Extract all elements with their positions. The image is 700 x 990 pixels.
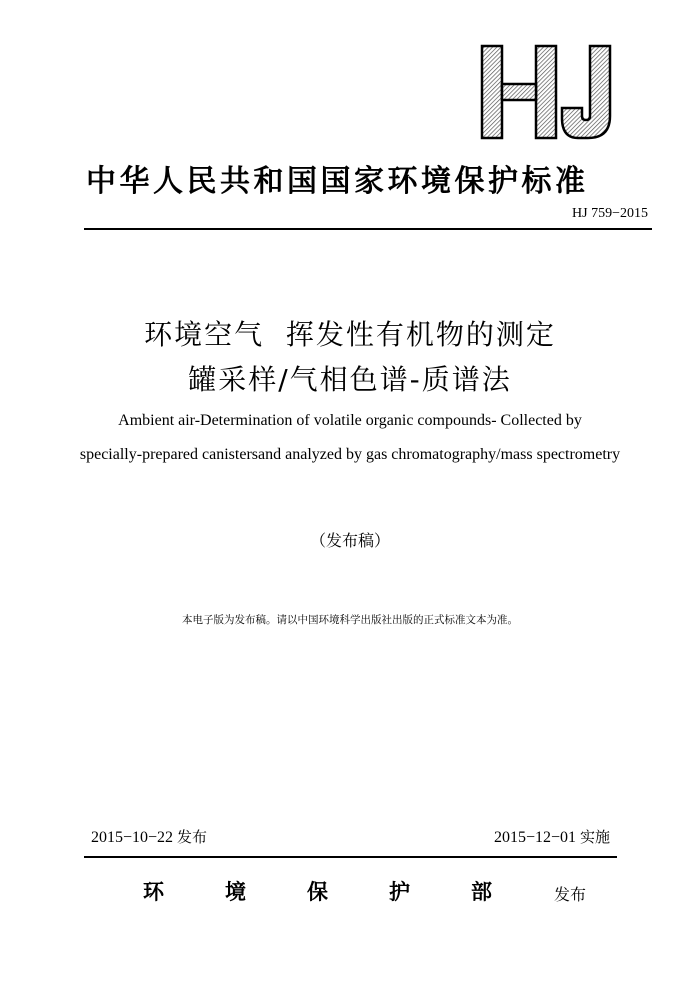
logo-letter-j <box>562 46 610 138</box>
publisher-char: 保 <box>307 880 328 904</box>
issue-date <box>91 826 207 847</box>
issue-date-value: 2015−10−22 <box>91 829 174 846</box>
implementation-date <box>494 826 610 847</box>
english-title-line-2: specially-prepared canistersand analyzed by gas chromatography/mass spectrometry <box>79 446 621 463</box>
publish-label: 发布 <box>554 885 587 904</box>
issue-date-label: 发布 <box>177 828 208 846</box>
publisher-char: 部 <box>471 880 492 904</box>
implementation-date-value: 2015−12−01 <box>493 829 576 846</box>
implementation-date-label: 实施 <box>579 828 610 846</box>
document-title-line-2: 罐采样/气相色谱-质谱法 <box>188 363 512 396</box>
publisher-char: 境 <box>225 880 246 904</box>
publication-notice: 本电子版为发布稿。请以中国环境科学出版社出版的正式标准文本为准。 <box>182 614 518 626</box>
standard-number: HJ 759−2015 <box>572 206 648 221</box>
publisher-name <box>143 876 553 906</box>
footer-divider <box>84 856 617 858</box>
draft-label: （发布稿） <box>309 531 390 550</box>
publisher-char: 环 <box>143 880 164 904</box>
header-divider <box>84 228 652 230</box>
logo-letter-h <box>482 46 556 138</box>
document-title-line-1: 环境空气 挥发性有机物的测定 <box>144 318 556 351</box>
standard-category-title: 中华人民共和国国家环境保护标准 <box>86 164 589 199</box>
publisher-char: 护 <box>389 880 410 904</box>
english-title-line-1: Ambient air-Determination of volatile organic compounds- Collected by <box>118 412 582 429</box>
hj-logo <box>478 40 618 144</box>
